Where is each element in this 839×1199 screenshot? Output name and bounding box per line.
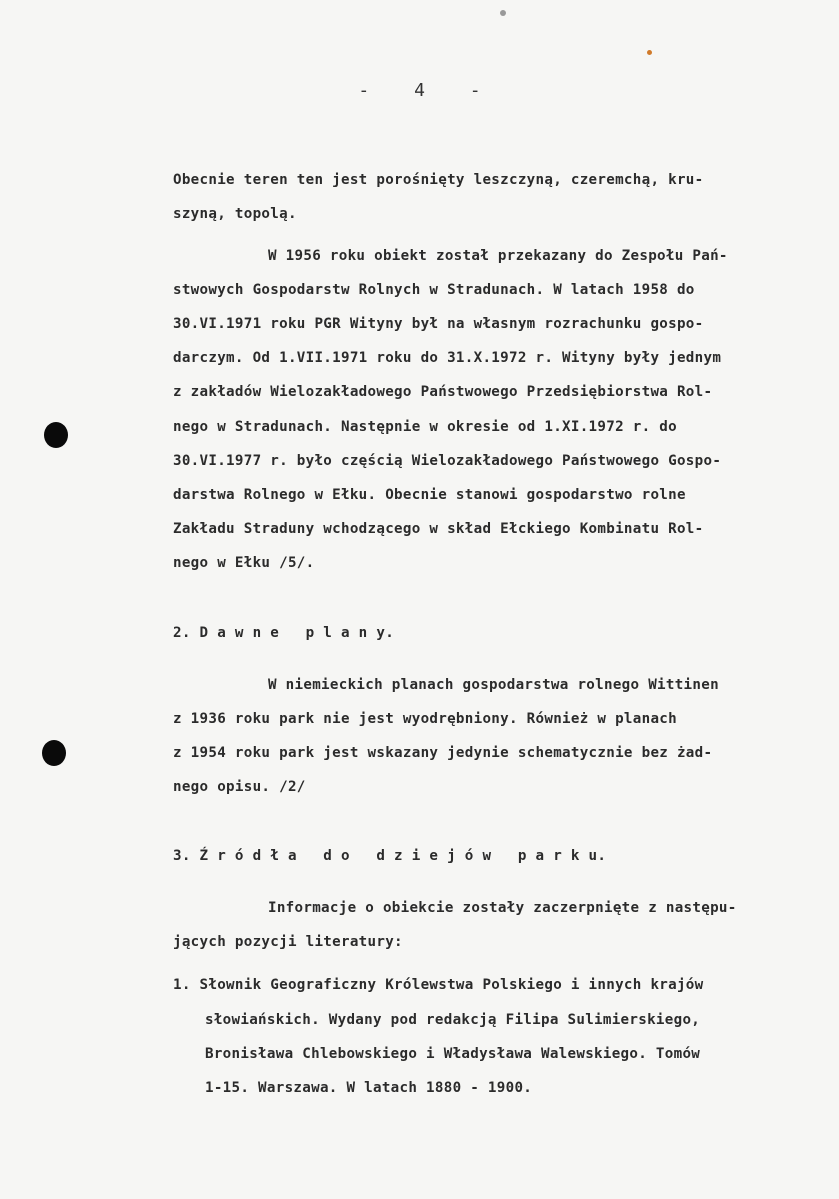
text-line: z zakładów Wielozakładowego Państwowego Przedsiębiorstwa Rol- (173, 384, 713, 400)
text-line: darczym. Od 1.VII.1971 roku do 31.X.1972 r. Wityny były jednym (173, 350, 722, 366)
text-line: Obecnie teren ten jest porośnięty leszczyną, czeremchą, kru- (173, 172, 704, 188)
text-line: Informacje o obiekcie zostały zaczerpnięte z następu- (268, 900, 737, 916)
page-number: - 4 - (358, 80, 481, 101)
text-line: stwowych Gospodarstw Rolnych w Stradunach. W latach 1958 do (173, 282, 695, 298)
text-line: nego w Ełku /5/. (173, 555, 315, 571)
text-line: nego w Stradunach. Następnie w okresie od 1.XI.1972 r. do (173, 419, 677, 435)
reference-item-continuation: Bronisława Chlebowskiego i Władysława Walewskiego. Tomów (205, 1046, 701, 1062)
section-heading-zrodla: 3. Ź r ó d ł a d o d z i e j ó w p a r k u. (173, 848, 607, 864)
text-line: 30.VI.1971 roku PGR Wityny był na własnym rozrachunku gospo- (173, 316, 704, 332)
section-heading-dawne-plany: 2. D a w n e p l a n y. (173, 625, 395, 641)
text-line: W 1956 roku obiekt został przekazany do Zespołu Pań- (268, 248, 728, 264)
punch-hole-upper (44, 422, 68, 448)
reference-item-continuation: słowiańskich. Wydany pod redakcją Filipa Sulimierskiego, (205, 1012, 701, 1028)
reference-item-continuation: 1-15. Warszawa. W latach 1880 - 1900. (205, 1080, 533, 1096)
text-line: darstwa Rolnego w Ełku. Obecnie stanowi gospodarstwo rolne (173, 487, 686, 503)
paper-speck (500, 10, 506, 16)
text-line: Zakładu Straduny wchodzącego w skład Ełckiego Kombinatu Rol- (173, 521, 704, 537)
text-line: szyną, topolą. (173, 206, 297, 222)
text-line: z 1936 roku park nie jest wyodrębniony. Również w planach (173, 711, 677, 727)
text-line: nego opisu. /2/ (173, 779, 306, 795)
text-line: W niemieckich planach gospodarstwa rolnego Wittinen (268, 677, 719, 693)
reference-item: 1. Słownik Geograficzny Królewstwa Polskiego i innych krajów (173, 977, 704, 993)
text-line: 30.VI.1977 r. było częścią Wielozakładowego Państwowego Gospo- (173, 453, 722, 469)
paper-speck-orange (647, 50, 652, 55)
text-line: z 1954 roku park jest wskazany jedynie schematycznie bez żad- (173, 745, 713, 761)
punch-hole-lower (42, 740, 66, 766)
text-line: jących pozycji literatury: (173, 934, 403, 950)
